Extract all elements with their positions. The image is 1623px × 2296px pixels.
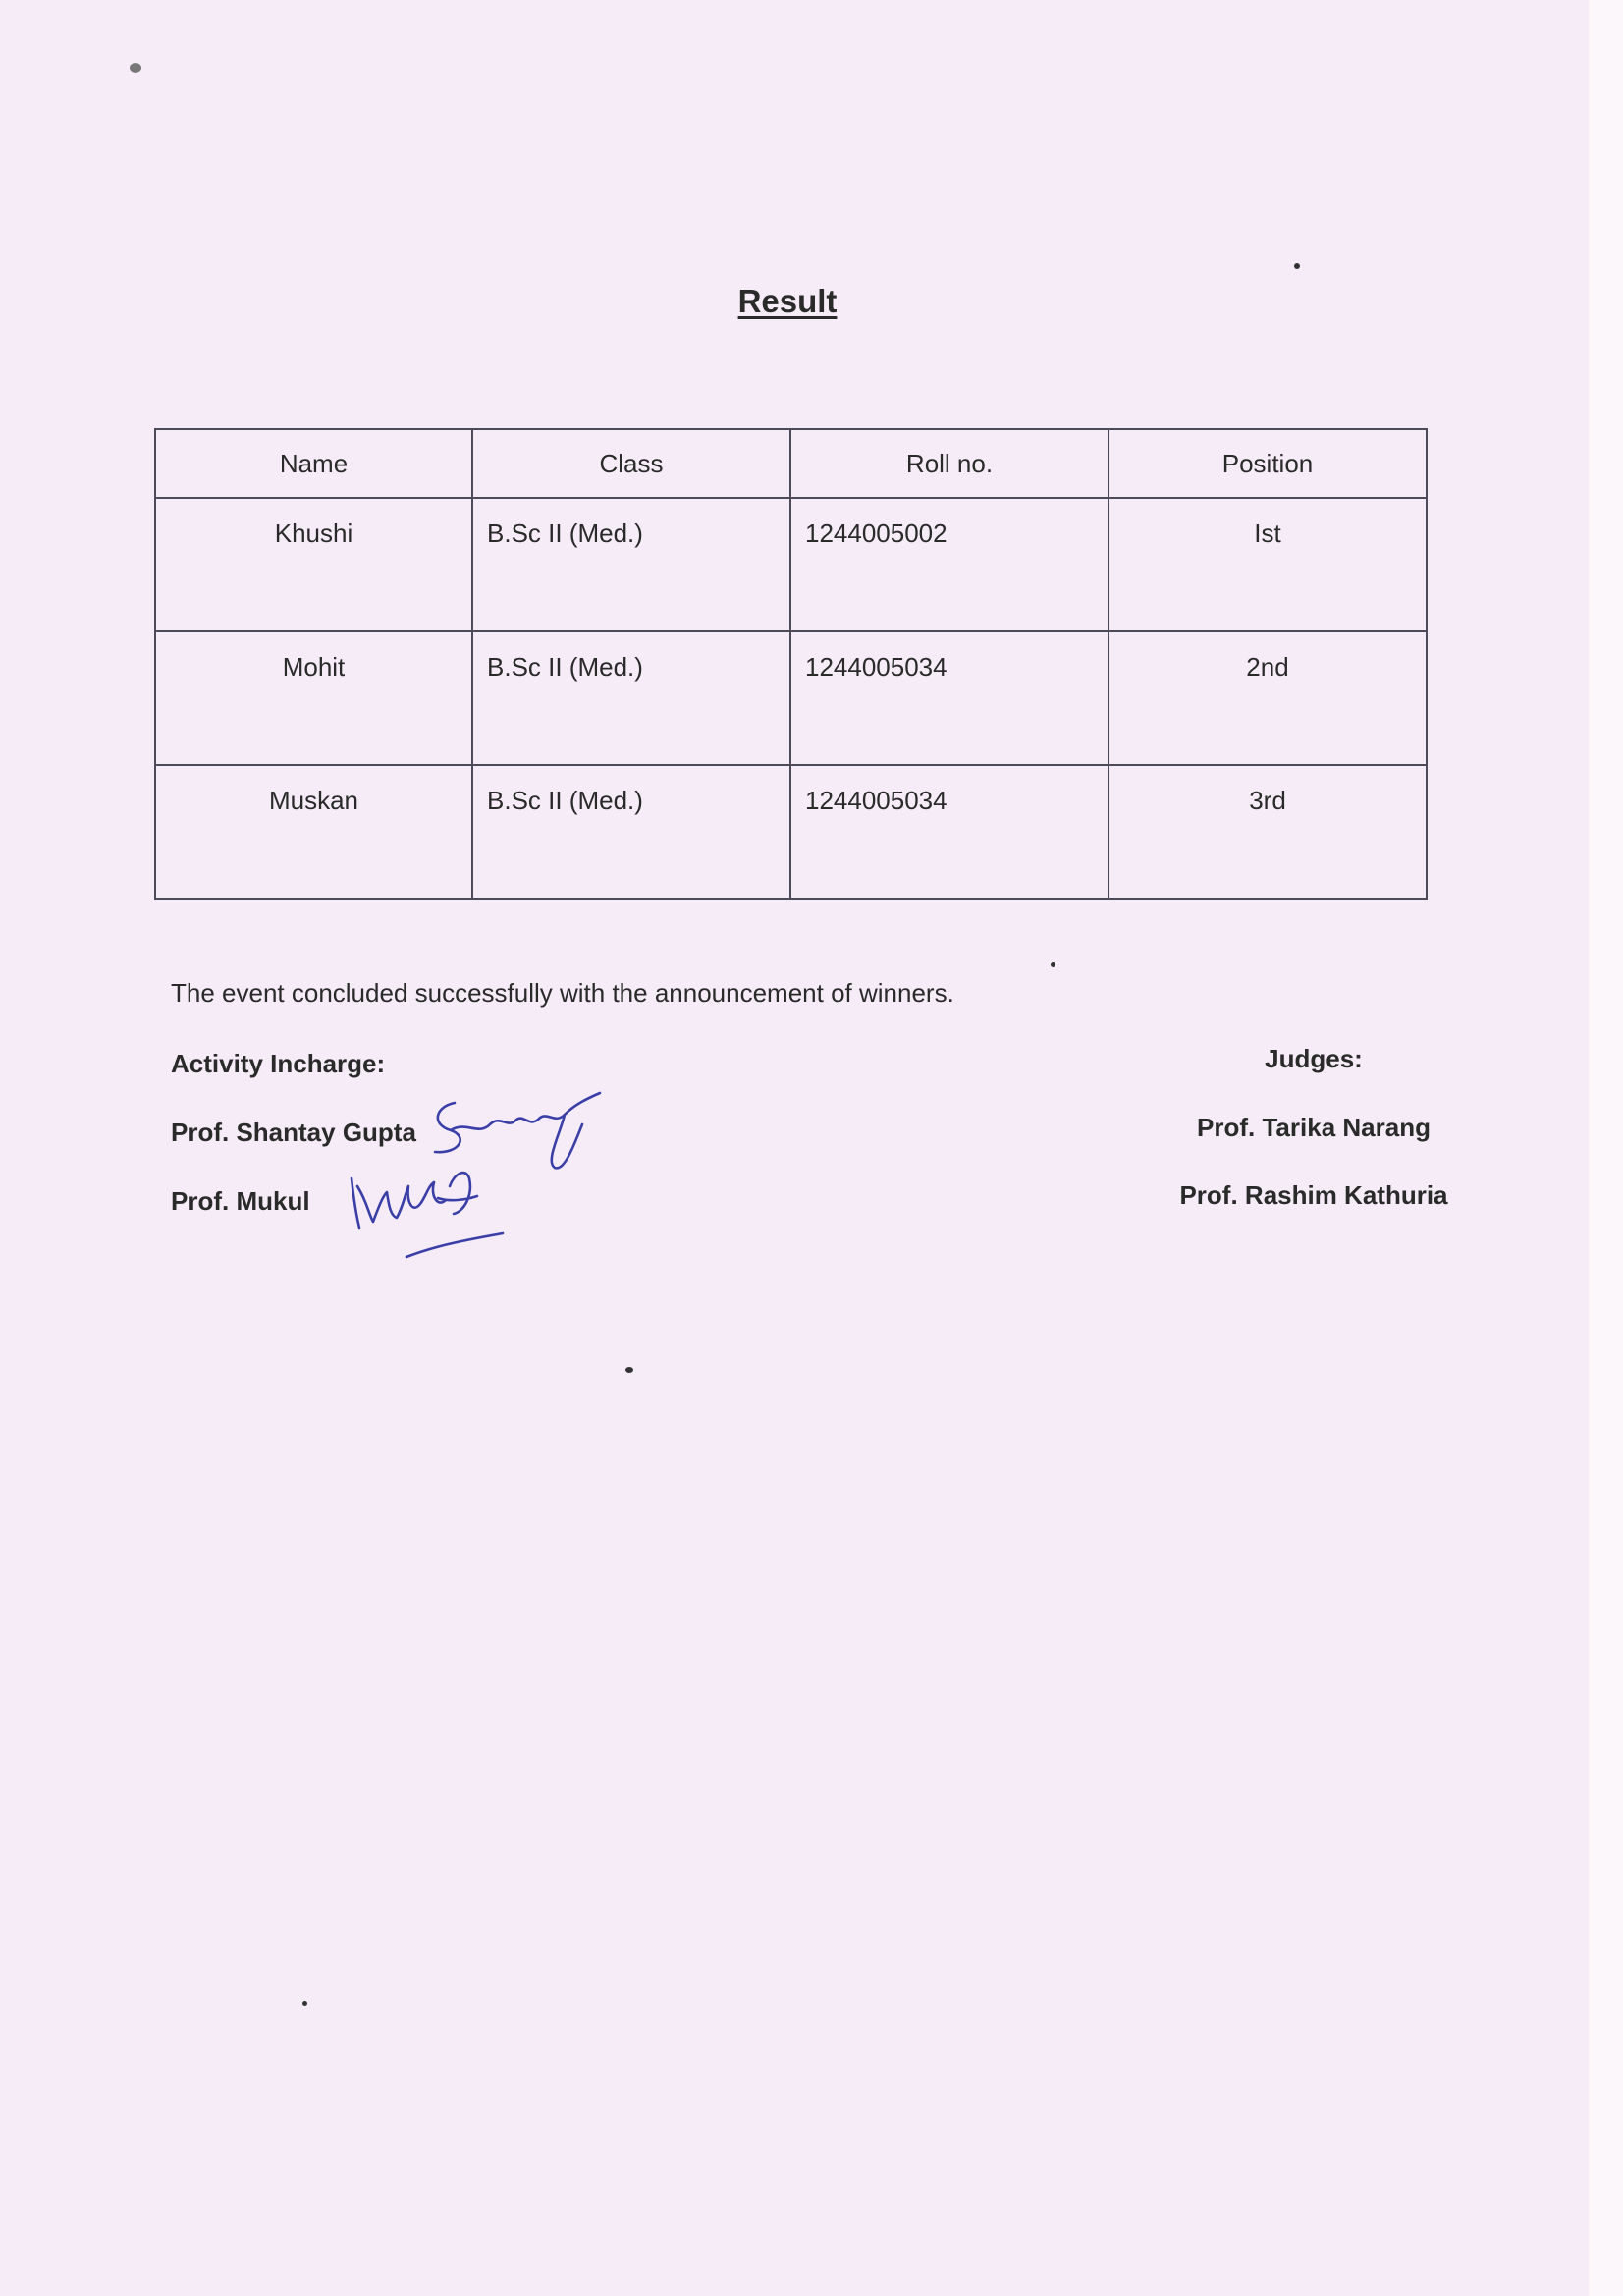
cell-roll-no: 1244005034	[790, 765, 1109, 899]
cell-name: Muskan	[155, 765, 472, 899]
cell-name: Mohit	[155, 631, 472, 765]
incharge-name-2: Prof. Mukul	[171, 1186, 310, 1216]
judges-label: Judges:	[1265, 1044, 1363, 1073]
column-header-roll-no: Roll no.	[790, 429, 1109, 498]
judge-name-1: Prof. Tarika Narang	[1197, 1113, 1431, 1142]
speck	[1294, 263, 1300, 269]
cell-class: B.Sc II (Med.)	[472, 498, 790, 631]
cell-roll-no: 1244005034	[790, 631, 1109, 765]
column-header-name: Name	[155, 429, 472, 498]
cell-position: 2nd	[1109, 631, 1427, 765]
cell-name: Khushi	[155, 498, 472, 631]
table-header-row	[155, 429, 1427, 498]
cell-class: B.Sc II (Med.)	[472, 631, 790, 765]
speck	[1051, 962, 1055, 967]
results-table	[154, 428, 1428, 900]
activity-incharge-label: Activity Incharge:	[171, 1049, 386, 1078]
table-row	[155, 498, 1427, 631]
page-title: Result	[737, 283, 838, 319]
table-row	[155, 765, 1427, 899]
column-header-class: Class	[472, 429, 790, 498]
judge-name-2: Prof. Rashim Kathuria	[1179, 1180, 1448, 1210]
incharge-name-1: Prof. Shantay Gupta	[171, 1118, 416, 1147]
signature-mukul	[344, 1157, 520, 1265]
speck	[625, 1367, 633, 1373]
table-row	[155, 631, 1427, 765]
cell-class: B.Sc II (Med.)	[472, 765, 790, 899]
speck	[130, 63, 141, 73]
column-header-position: Position	[1109, 429, 1427, 498]
speck	[302, 2001, 307, 2006]
cell-roll-no: 1244005002	[790, 498, 1109, 631]
cell-position: Ist	[1109, 498, 1427, 631]
cell-position: 3rd	[1109, 765, 1427, 899]
conclusion-text: The event concluded successfully with the announcement of winners.	[171, 978, 954, 1008]
page-edge	[1589, 0, 1623, 2296]
